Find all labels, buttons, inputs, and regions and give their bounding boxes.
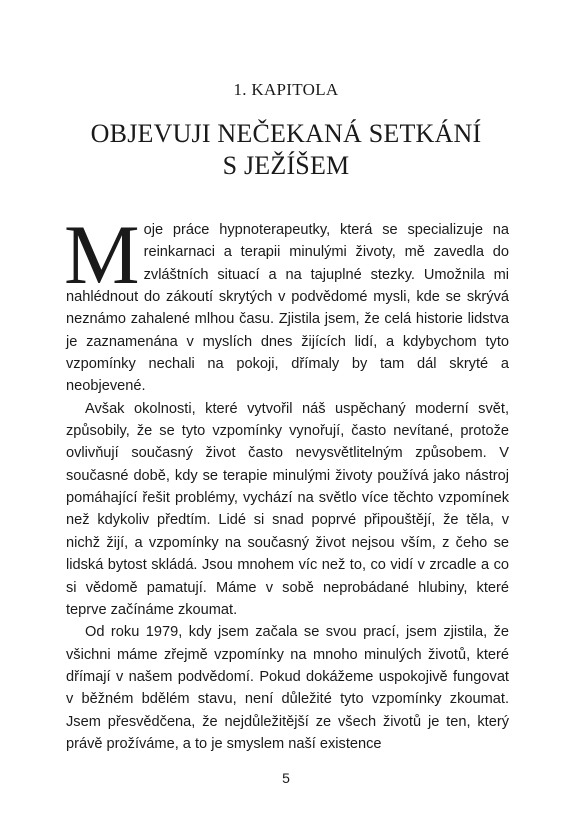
chapter-label: 1. KAPITOLA xyxy=(233,80,339,99)
chapter-title-line-1: OBJEVUJI NEČEKANÁ SETKÁNÍ xyxy=(90,119,482,148)
chapter-title xyxy=(0,118,572,182)
paragraph-3: Od roku 1979, kdy jsem začala se svou prací, jsem zjistila, že všichni máme zřejmě vzpomínky na mnoho minulých životů, které dřímají v našem podvědomí. Pokud dokážeme uspokojivě fungovat v běžném bdělém stavu, není důležité tyto vzpomínky zkoumat. Jsem přesvědčena, že nejdůležitější ze všech životů je ten, který právě prožíváme, a to je smyslem naší existence xyxy=(66,624,509,752)
paragraph-1-text: oje práce hypnoterapeutky, která se specializuje na reinkarnaci a terapii minulými životy, mě zavedla do zvláštních situací a na tajuplné stezky. Umožnila mi nahlédnout do zákoutí skrytých v podvědomé mysli, kde se skrývá neznámo zahalené mlhou času. Zjistila jsem, že celá historie lidstva je zaznamenána v myslích dnes žijících lidí, a kdybychom tyto vzpomínky nechali na pokoji, dřímaly by tam dál skryté a neobjevené. xyxy=(66,222,509,395)
chapter-body xyxy=(64,208,509,755)
drop-cap: M xyxy=(64,208,140,302)
paragraph-1 xyxy=(64,208,509,398)
page-number: 5 xyxy=(282,770,290,786)
paragraph-2: Avšak okolnosti, které vytvořil náš uspěchaný moderní svět, způsobily, že se tyto vzpomínky vynořují, často nevítané, protože ovlivňují současný život často nevysvětlitelným způsobem. V současné době, kdy se terapie minulými životy používá jako nástroj pomáhající řešit problémy, vychází na světlo více těchto vzpomínek než kdykoliv předtím. Lidé si snad poprvé připouštějí, že těla, v nichž žijí, a vzpomínky na současný život nejsou vším, z čeho se lidská bytost skládá. Jsou mnohem víc než to, co vidí v zrcadle a co si vědomě pamatují. Máme v sobě neprobádané hlubiny, které teprve začínáme zkoumat. xyxy=(66,400,509,618)
chapter-title-line-2: S JEŽÍŠEM xyxy=(222,151,350,180)
